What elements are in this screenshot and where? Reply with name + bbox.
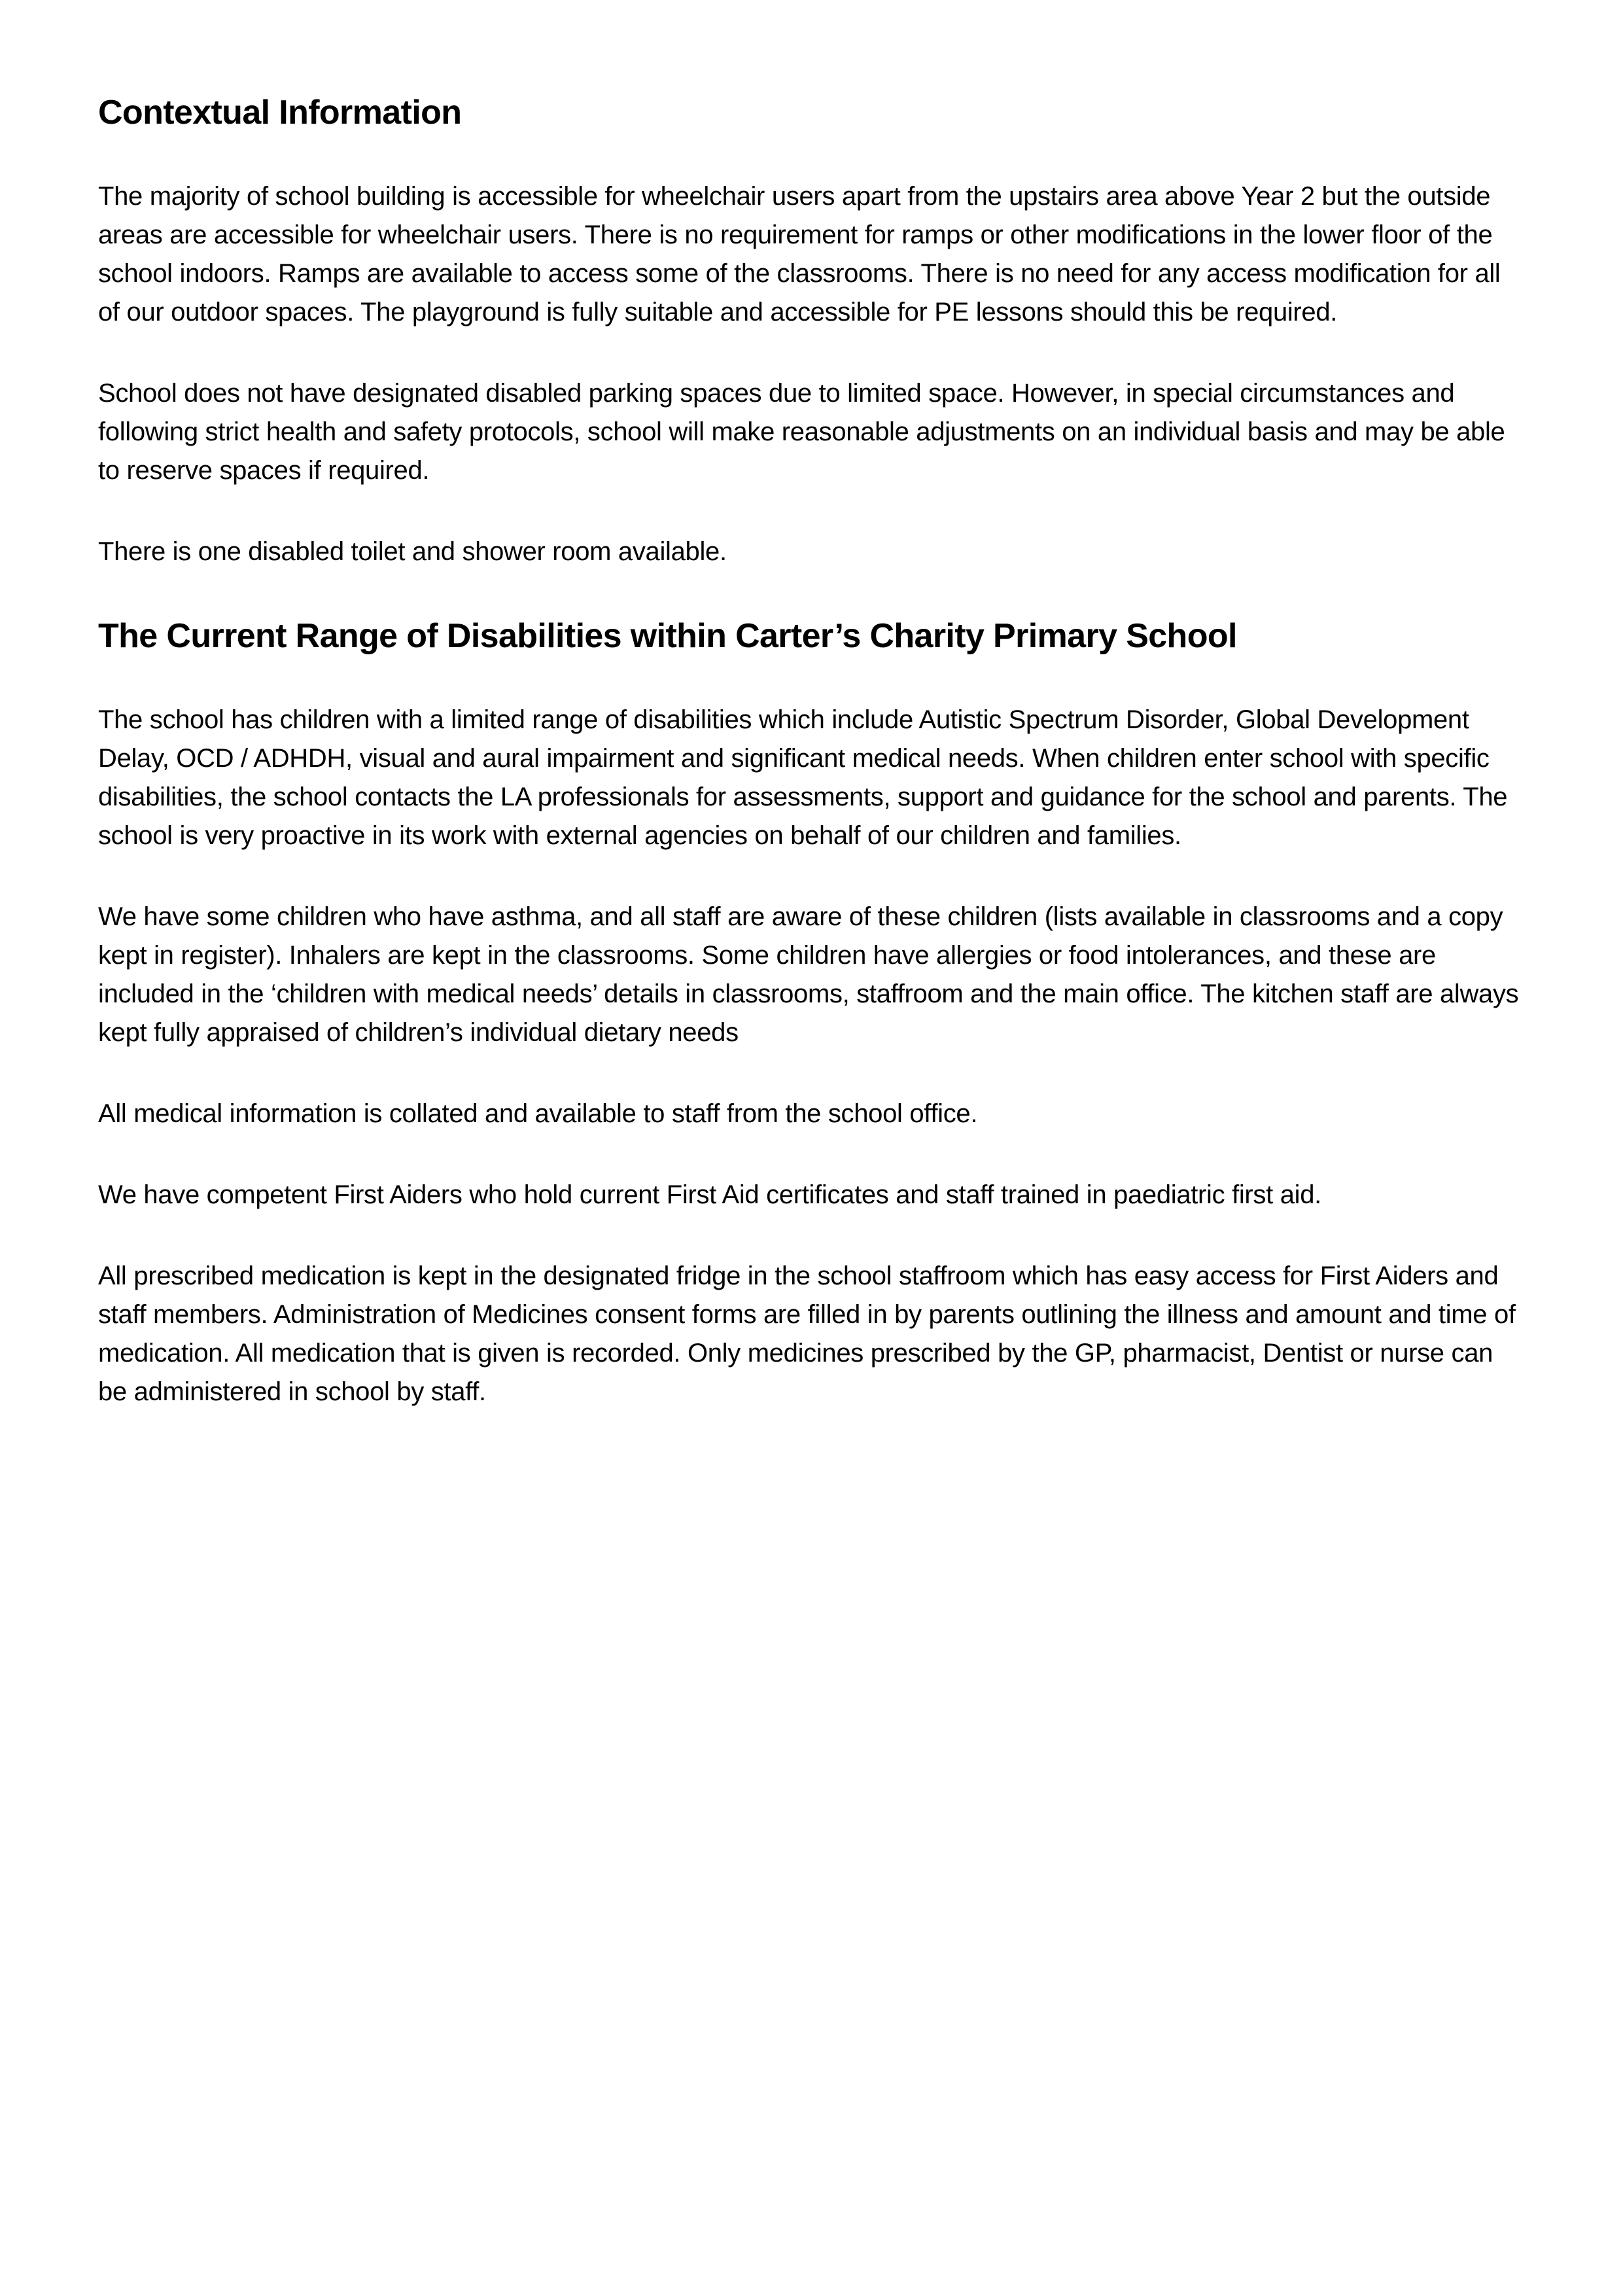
para-disabled-toilet: There is one disabled toilet and shower room available. xyxy=(98,537,727,566)
para-wheelchair-access: The majority of school building is accessible for wheelchair users apart from the upstairs area above Year 2 but the outside areas are accessible for wheelchair users. There is no requirement for ramps or other modifications in the lower floor of the school indoors. Ramps are available to access some of the classrooms. There is no need for any access modification for all of our outdoor spaces. The playground is fully suitable and accessible for PE lessons should this be required. xyxy=(98,182,1501,327)
para-first-aiders: We have competent First Aiders who hold current First Aid certificates and staff trained in paediatric first aid. xyxy=(98,1180,1321,1209)
para-disabled-parking: School does not have designated disabled parking spaces due to limited space. However, in special circumstances and following strict health and safety protocols, school will make reasonable adjustments on an individual basis and may be able to reserve spaces if required. xyxy=(98,379,1505,485)
para-prescribed-medication: All prescribed medication is kept in the designated fridge in the school staffroom which has easy access for First Aiders and staff members. Administration of Medicines consent forms are filled in by parents outlining the illness and amount and time of medication. All medication that is given is recorded. Only medicines prescribed by the GP, pharmacist, Dentist or nurse can be administered in school by staff. xyxy=(98,1262,1516,1406)
heading-current-range-of-disabilities: The Current Range of Disabilities within Carter’s Charity Primary School xyxy=(98,617,1237,655)
para-range-of-disabilities: The school has children with a limited range of disabilities which include Autistic Spectrum Disorder, Global Development Delay, OCD / ADHDH, visual and aural impairment and significant medical needs. When children enter school with specific disabilities, the school contacts the LA professionals for assessments, support and guidance for the school and parents. The school is very proactive in its work with external agencies on behalf of our children and families. xyxy=(98,705,1508,850)
para-asthma-allergies-dietary: We have some children who have asthma, and all staff are aware of these children (lists available in classrooms and a copy kept in register). Inhalers are kept in the classrooms. Some children have allergies or food intolerances, and these are included in the ‘children with medical needs’ details in classrooms, staffroom and the main office. The kitchen staff are always kept fully appraised of children’s individual dietary needs xyxy=(98,902,1519,1047)
para-medical-information-office: All medical information is collated and available to staff from the school office. xyxy=(98,1099,978,1128)
heading-contextual-information: Contextual Information xyxy=(98,94,462,132)
